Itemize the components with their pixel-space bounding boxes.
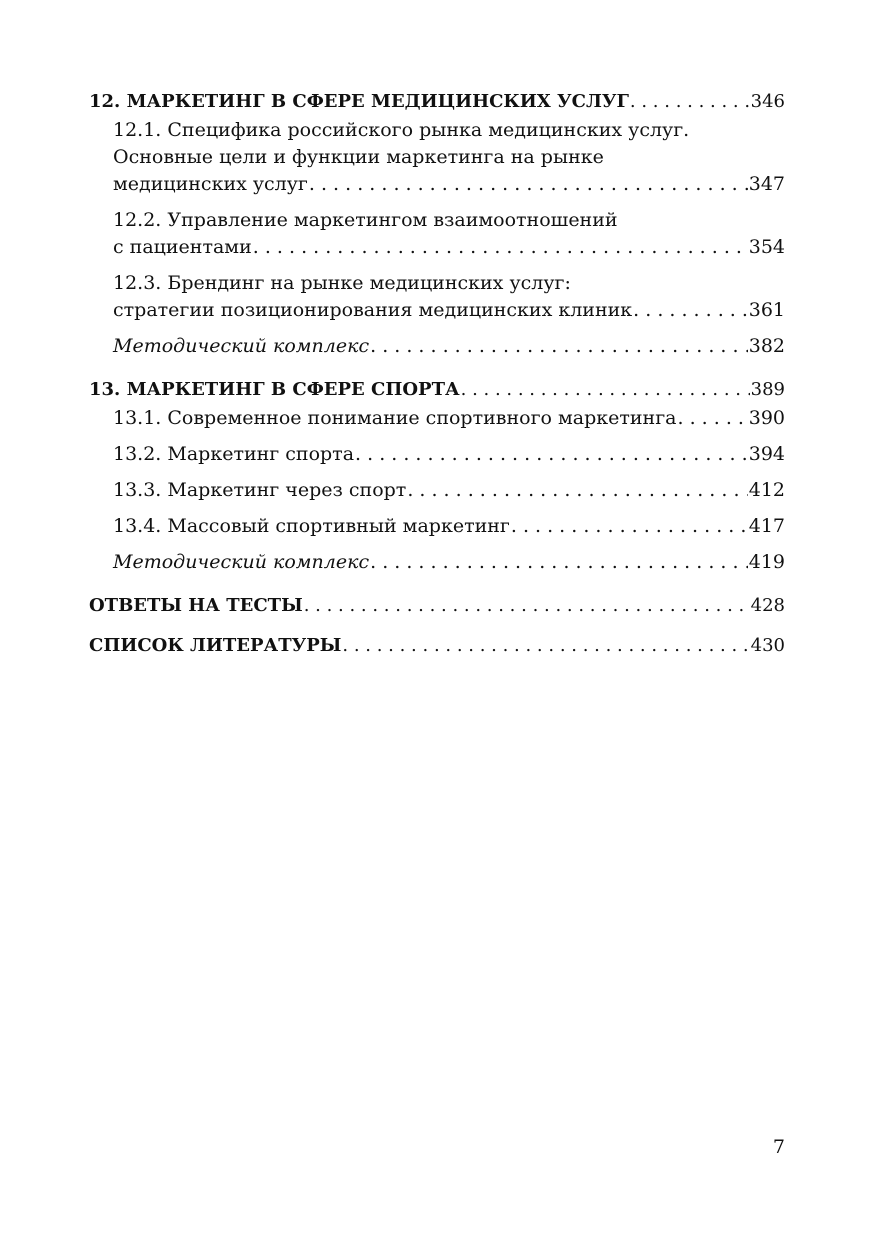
toc-chapter-title: 13. МАРКЕТИНГ В СФЕРЕ СПОРТА <box>89 379 460 400</box>
toc-page-number: 390 <box>748 407 785 429</box>
toc-section-title-line: медицинских услуг <box>113 173 308 195</box>
toc-section-title: 13.2. Маркетинг спорта <box>113 443 355 465</box>
toc-page-number: 412 <box>748 479 785 501</box>
dot-leader <box>461 376 750 403</box>
toc-chapter-13 <box>89 376 785 403</box>
toc-section-13-4 <box>89 513 785 540</box>
toc-section-title: 13.4. Массовый спортивный маркетинг <box>113 515 510 537</box>
toc-page-number: 382 <box>748 335 785 357</box>
toc-page-number: 417 <box>748 515 785 537</box>
toc-section-13-1 <box>89 405 785 432</box>
toc-page-number: 354 <box>748 236 785 258</box>
toc-section-title: Методический комплекс <box>113 551 370 573</box>
toc-chapter-title: 12. МАРКЕТИНГ В СФЕРЕ МЕДИЦИНСКИХ УСЛУГ <box>89 91 629 112</box>
toc-section-12-3 <box>89 270 785 324</box>
toc-section-title-line: 12.3. Брендинг на рынке медицинских услуг: <box>113 272 571 294</box>
dot-leader <box>342 632 749 659</box>
toc-page-number: 347 <box>748 173 785 195</box>
toc-chapter-12 <box>89 88 785 115</box>
toc-section-title: Методический комплекс <box>113 335 370 357</box>
dot-leader <box>678 405 748 432</box>
toc-section-13-3 <box>89 477 785 504</box>
dot-leader <box>355 441 748 468</box>
toc-chapter-title: ОТВЕТЫ НА ТЕСТЫ <box>89 595 303 616</box>
toc-page-number: 419 <box>748 551 785 573</box>
toc-literature <box>89 632 785 659</box>
dot-leader <box>370 333 748 360</box>
toc-page-number: 430 <box>750 635 785 656</box>
table-of-contents <box>89 88 785 659</box>
toc-section-title-line: Основные цели и функции маркетинга на рынке <box>113 146 604 168</box>
dot-leader <box>304 592 750 619</box>
toc-section-title-line: стратегии позиционирования медицинских клиник <box>113 299 633 321</box>
dot-leader <box>630 88 750 115</box>
toc-page-number: 428 <box>750 595 785 616</box>
toc-section-title: 13.1. Современное понимание спортивного маркетинга <box>113 407 677 429</box>
toc-method-complex-12 <box>89 333 785 360</box>
toc-section-title-line: 12.1. Специфика российского рынка медицинских услуг. <box>113 119 690 141</box>
dot-leader <box>633 297 748 324</box>
dot-leader <box>407 477 747 504</box>
toc-page-number: 389 <box>750 379 785 400</box>
toc-section-12-1 <box>89 117 785 198</box>
dot-leader <box>370 549 748 576</box>
toc-chapter-title: СПИСОК ЛИТЕРАТУРЫ <box>89 635 342 656</box>
dot-leader <box>511 513 748 540</box>
dot-leader <box>309 171 748 198</box>
toc-section-12-2 <box>89 207 785 261</box>
toc-page-number: 394 <box>748 443 785 465</box>
toc-section-13-2 <box>89 441 785 468</box>
toc-method-complex-13 <box>89 549 785 576</box>
toc-page-number: 346 <box>750 91 785 112</box>
toc-page-number: 361 <box>748 299 785 321</box>
toc-section-title: 13.3. Маркетинг через спорт <box>113 479 407 501</box>
toc-section-title-line: 12.2. Управление маркетингом взаимоотношений <box>113 209 618 231</box>
dot-leader <box>253 234 748 261</box>
page-number: 7 <box>772 1136 785 1158</box>
toc-answers <box>89 592 785 619</box>
toc-section-title-line: с пациентами <box>113 236 252 258</box>
